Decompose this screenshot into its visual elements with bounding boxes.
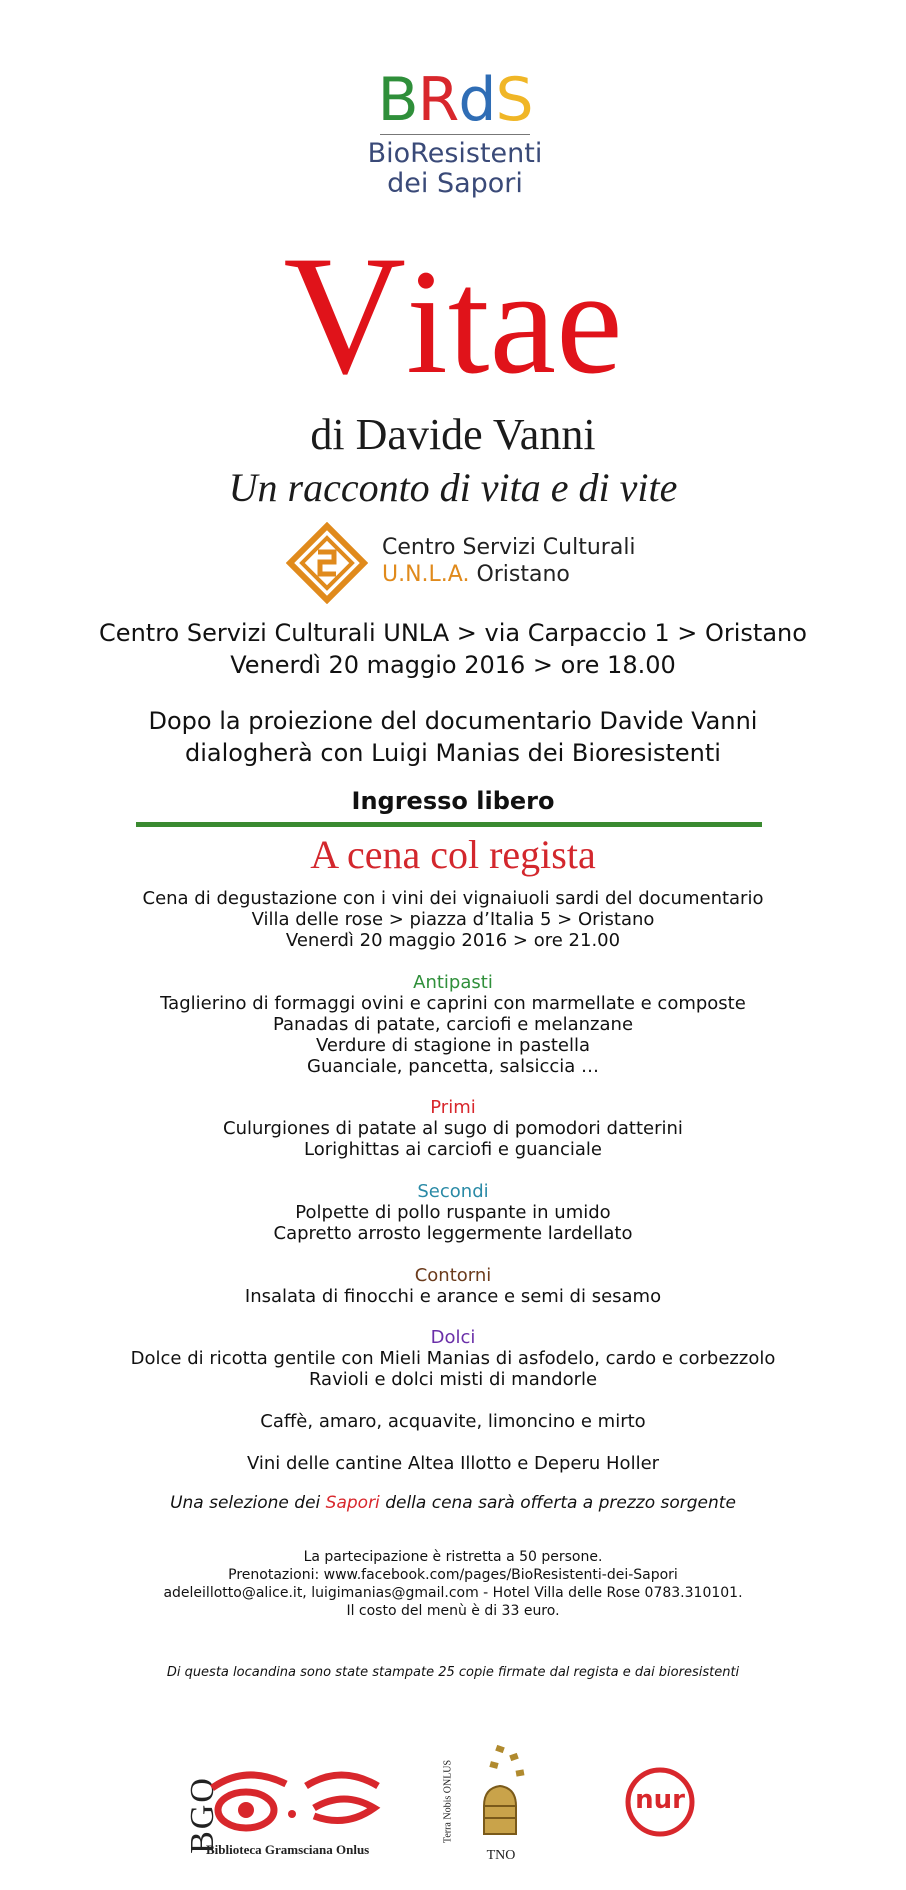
menu-item: Lorighittas ai carciofi e guanciale <box>304 1139 602 1160</box>
nur-logo <box>620 1762 700 1842</box>
tno-logo <box>440 1740 550 1870</box>
selection-after: della cena sarà offerta a prezzo sorgente <box>379 1493 736 1513</box>
booking-line4: Il costo del menù è di 33 euro. <box>346 1603 560 1619</box>
dinner-intro-2: Villa delle rose > piazza d’Italia 5 > Oristano <box>251 909 655 930</box>
menu-item: Ravioli e dolci misti di mandorle <box>308 1369 598 1390</box>
bgo-vertical-letters: BGO <box>183 1776 221 1854</box>
divider-rule <box>136 822 762 827</box>
course-dolci: Dolci <box>430 1327 476 1348</box>
course-antipasti: Antipasti <box>413 972 493 993</box>
brds-letter-r: R <box>417 65 459 135</box>
brds-letter-d: d <box>458 65 496 135</box>
selection-note <box>0 1493 906 1514</box>
tno-vertical-text: Terra Nobis ONLUS <box>442 1759 454 1844</box>
brds-logo <box>360 65 550 199</box>
nur-text: nur <box>635 1785 685 1815</box>
booking-line1: La partecipazione è ristretta a 50 persone. <box>303 1549 603 1565</box>
title-initial: V <box>283 221 407 409</box>
menu-item: Culurgiones di patate al sugo di pomodori datterini <box>223 1118 683 1139</box>
menu-item: Guanciale, pancetta, salsiccia … <box>307 1056 599 1077</box>
bgo-eyes-icon <box>206 1768 386 1838</box>
menu-item: Insalata di finocchi e arance e semi di sesamo <box>244 1286 662 1307</box>
author: di Davide Vanni <box>310 410 596 459</box>
csc-logo <box>286 522 636 602</box>
menu-item: Polpette di pollo ruspante in umido <box>295 1202 611 1223</box>
bgo-logo <box>172 1760 392 1860</box>
tno-beehive-icon <box>466 1744 536 1844</box>
event-venue: Centro Servizi Culturali UNLA > via Carpaccio 1 > Oristano <box>99 619 807 647</box>
dinner-intro-3: Venerdì 20 maggio 2016 > ore 21.00 <box>285 930 621 951</box>
selection-highlight: Sapori <box>325 1493 380 1513</box>
brds-letter-s: S <box>495 65 533 135</box>
csc-line1: Centro Servizi Culturali <box>382 535 636 560</box>
event-desc-line1: Dopo la proiezione del documentario Davide Vanni <box>148 707 758 735</box>
brds-line1: BioResistenti <box>367 138 543 169</box>
entry-label: Ingresso libero <box>351 787 555 815</box>
booking-line3: adeleillotto@alice.it, luigimanias@gmail.com - Hotel Villa delle Rose 0783.310101. <box>163 1585 743 1601</box>
menu-item: Dolce di ricotta gentile con Mieli Manias di asfodelo, cardo e corbezzolo <box>130 1348 776 1369</box>
menu-item: Verdure di stagione in pastella <box>315 1035 591 1056</box>
title-rest: itae <box>406 239 623 405</box>
brds-letter-b: B <box>377 65 418 135</box>
tno-letters: TNO <box>486 1848 516 1863</box>
menu-item: Panadas di patate, carciofi e melanzane <box>272 1014 634 1035</box>
wines: Vini delle cantine Altea Illotto e Deperu Holler <box>246 1453 660 1474</box>
csc-unla: U.N.L.A. <box>382 562 470 587</box>
title <box>0 221 906 409</box>
course-secondi: Secondi <box>417 1181 489 1202</box>
menu-item: Capretto arrosto leggermente lardellato <box>273 1223 633 1244</box>
print-note: Di questa locandina sono state stampate 25 copie firmate dal regista e dai bioresistenti <box>166 1665 740 1680</box>
bgo-name: Biblioteca Gramsciana Onlus <box>206 1842 370 1857</box>
menu-item: Taglierino di formaggi ovini e caprini con marmellate e composte <box>160 993 746 1014</box>
event-desc-line2: dialogherà con Luigi Manias dei Bioresistenti <box>185 739 721 767</box>
event-date: Venerdì 20 maggio 2016 > ore 18.00 <box>230 651 676 679</box>
selection-before: Una selezione dei <box>170 1493 326 1513</box>
booking-line2: Prenotazioni: www.facebook.com/pages/BioResistenti-dei-Sapori <box>228 1567 678 1583</box>
csc-text <box>382 534 636 588</box>
brds-letters <box>360 65 550 135</box>
csc-line2 <box>382 561 636 588</box>
dinner-intro-1: Cena di degustazione con i vini dei vignaiuoli sardi del documentario <box>142 888 764 909</box>
csc-oristano: Oristano <box>469 562 570 587</box>
csc-diamond-icon <box>286 522 368 604</box>
brds-line2: dei Sapori <box>387 168 523 199</box>
dinner-heading: A cena col regista <box>310 832 596 877</box>
course-primi: Primi <box>430 1097 476 1118</box>
course-contorni: Contorni <box>414 1265 492 1286</box>
tagline: Un racconto di vita e di vite <box>228 465 678 510</box>
drinks: Caffè, amaro, acquavite, limoncino e mirto <box>260 1411 646 1432</box>
